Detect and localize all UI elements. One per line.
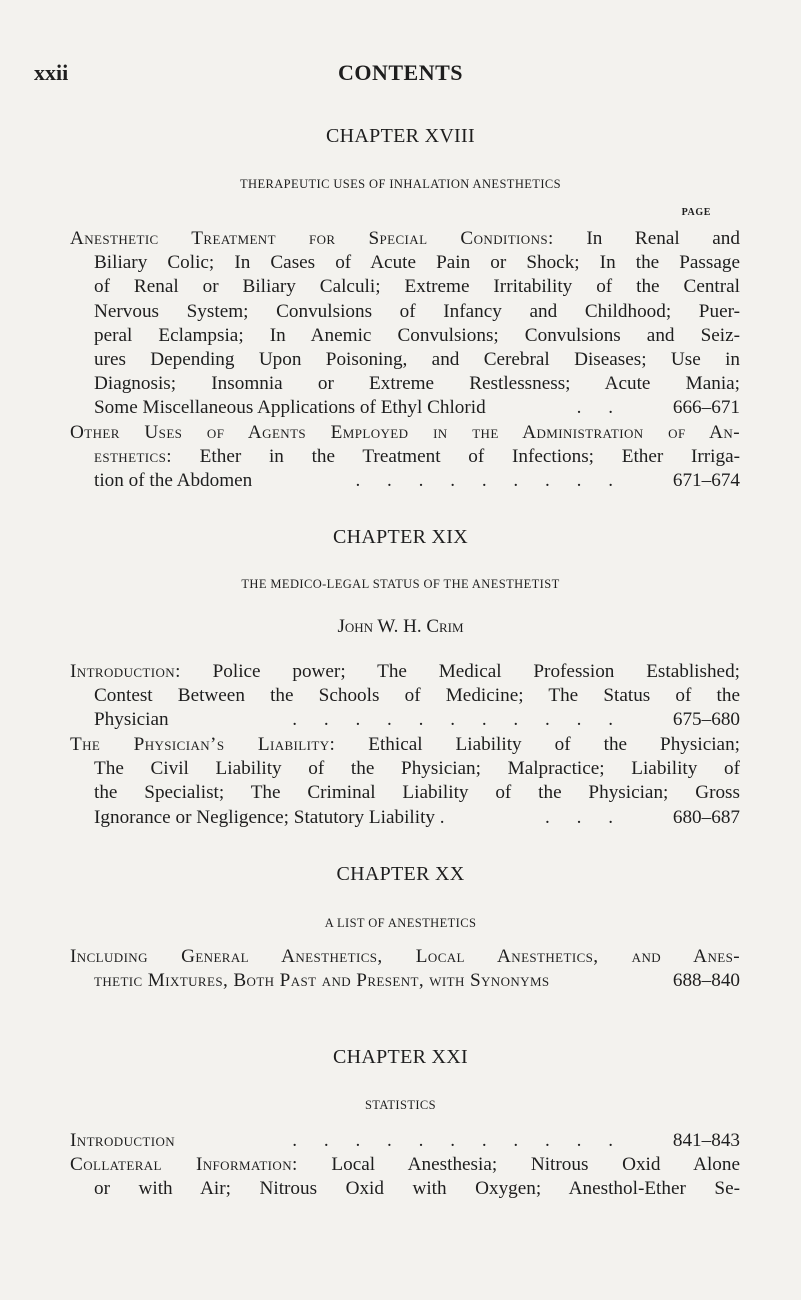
page-number: xxii [34, 60, 69, 85]
toc-line [70, 733, 740, 757]
toc-entry-introduction [70, 660, 740, 733]
entry-text: Ether in the Treatment of Infections; Ether Irriga- [199, 446, 740, 468]
chapter-20-title: CHAPTER XX [336, 863, 465, 885]
toc-entry-list-of-anesthetics [70, 945, 740, 993]
entry-text: Police power; The Medical Profession Established; [212, 661, 740, 682]
toc-line: of Renal or Biliary Calculi; Extreme Irritability of the Central [94, 276, 740, 298]
page-range: 841–843 [672, 1130, 740, 1151]
entry-heading: Collateral Information: [70, 1154, 298, 1176]
entry-text: Physician [94, 709, 169, 731]
page-range: 666–671 [672, 397, 740, 419]
dot-leader: . . . [545, 806, 624, 828]
dot-leader: . . . . . . . . . . . [292, 1130, 624, 1151]
entry-heading: Introduction [70, 1130, 176, 1151]
chapter-20-subtitle: A LIST OF ANESTHETICS [324, 916, 477, 930]
toc-line: The Civil Liability of the Physician; Malpractice; Liability of [94, 758, 740, 780]
page-column-label: PAGE [681, 207, 711, 218]
entry-heading: Including General Anesthetics, Local Anesthetics, and Anes- [70, 946, 740, 967]
toc-line: peral Eclampsia; In Anemic Convulsions; Convulsions and Seiz- [94, 324, 740, 346]
toc-line [70, 396, 740, 420]
chapter-19-subtitle: THE MEDICO-LEGAL STATUS OF THE ANESTHETIST [241, 577, 560, 591]
entry-heading-cont: esthetics: [94, 446, 172, 468]
entry-heading-cont: thetic Mixtures, Both Past and Present, with Synonyms [94, 970, 550, 992]
toc-line [70, 469, 740, 493]
toc-line [70, 660, 740, 684]
toc-entry-physician-liability [70, 733, 740, 830]
entry-text: Local Anesthesia; Nitrous Oxid Alone [331, 1154, 740, 1176]
chapter-18-subtitle: THERAPEUTIC USES OF INHALATION ANESTHETICS [240, 177, 561, 191]
toc-line [70, 1153, 740, 1177]
toc-entry-other-uses [70, 421, 740, 494]
entry-text: tion of the Abdomen [94, 470, 253, 492]
entry-text: Ignorance or Negligence; Statutory Liability . [94, 806, 445, 828]
entry-heading: Introduction: [70, 661, 181, 682]
chapter-author: John W. H. Crim [337, 616, 464, 637]
entry-heading: The Physician’s Liability: [70, 734, 336, 755]
toc-line: Biliary Colic; In Cases of Acute Pain or Shock; In the Passage [94, 252, 740, 274]
toc-line: Nervous System; Convulsions of Infancy and Childhood; Puer- [94, 300, 740, 322]
dot-leader: . . [576, 397, 624, 419]
running-head [0, 60, 801, 90]
toc-entry-statistics [70, 1129, 740, 1202]
toc-line [70, 1129, 740, 1153]
toc-line [70, 969, 740, 993]
page-range: 688–840 [672, 970, 740, 992]
entry-heading: Anesthetic Treatment for Special Conditions: [70, 228, 554, 249]
dot-leader: . . . . . . . . . . . [292, 709, 624, 731]
entry-heading: Other Uses of Agents Employed in the Administration of An- [70, 422, 740, 443]
page-range: 680–687 [672, 806, 740, 828]
entry-text: Some Miscellaneous Applications of Ethyl Chlorid [94, 397, 486, 419]
page-range: 671–674 [672, 470, 740, 492]
toc-line: the Specialist; The Criminal Liability of the Physician; Gross [94, 782, 740, 804]
dot-leader: . . . . . . . . . [355, 470, 624, 492]
chapter-18-title: CHAPTER XVIII [326, 125, 475, 147]
toc-line: Contest Between the Schools of Medicine; The Status of the [94, 685, 740, 707]
page-range: 675–680 [672, 709, 740, 731]
toc-line [70, 227, 740, 251]
entry-text: In Renal and [586, 228, 740, 249]
chapter-21-title: CHAPTER XXI [333, 1046, 468, 1068]
toc-line: or with Air; Nitrous Oxid with Oxygen; Anesthol-Ether Se- [94, 1178, 740, 1200]
chapter-21-subtitle: STATISTICS [364, 1098, 437, 1112]
toc-line [70, 806, 740, 830]
toc-line [70, 445, 740, 469]
toc-line: ures Depending Upon Poisoning, and Cerebral Diseases; Use in [94, 348, 740, 370]
toc-line [70, 708, 740, 732]
entry-text: Ethical Liability of the Physician; [368, 734, 740, 755]
toc-line: Diagnosis; Insomnia or Extreme Restlessness; Acute Mania; [94, 373, 740, 395]
running-title: CONTENTS [337, 60, 464, 85]
toc-entry-special-conditions [70, 227, 740, 421]
chapter-19-title: CHAPTER XIX [333, 526, 468, 548]
